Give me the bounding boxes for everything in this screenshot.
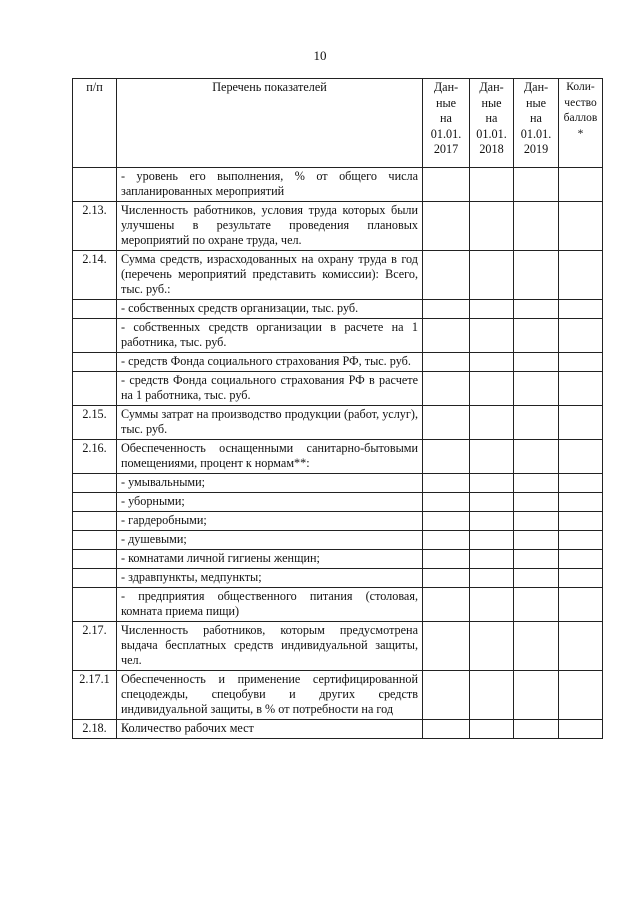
indicator-name: - средств Фонда социального страхования РФ, тыс. руб.	[117, 353, 423, 372]
data-2018-cell	[470, 474, 514, 493]
score-cell	[559, 372, 603, 406]
indicators-table	[72, 78, 603, 739]
row-number	[73, 493, 117, 512]
indicator-name: - уровень его выполнения, % от общего числа запланированных мероприятий	[117, 168, 423, 202]
score-cell	[559, 440, 603, 474]
header-name: Перечень показателей	[117, 79, 423, 168]
score-cell	[559, 550, 603, 569]
indicator-name: Обеспеченность оснащенными санитарно-бытовыми помещениями, процент к нормам**:	[117, 440, 423, 474]
data-2017-cell	[423, 569, 470, 588]
data-2018-cell	[470, 569, 514, 588]
header-data-2017: Дан- ные на 01.01. 2017	[423, 79, 470, 168]
score-cell	[559, 353, 603, 372]
data-2019-cell	[514, 353, 559, 372]
indicator-name: - комнатами личной гигиены женщин;	[117, 550, 423, 569]
indicator-name: - здравпункты, медпункты;	[117, 569, 423, 588]
score-cell	[559, 569, 603, 588]
data-2018-cell	[470, 372, 514, 406]
table-row	[73, 353, 603, 372]
header-num: п/п	[73, 79, 117, 168]
data-2017-cell	[423, 512, 470, 531]
row-number: 2.17.	[73, 622, 117, 671]
score-cell	[559, 622, 603, 671]
row-number	[73, 588, 117, 622]
table-row	[73, 372, 603, 406]
indicator-name: - средств Фонда социального страхования РФ в расчете на 1 работника, тыс. руб.	[117, 372, 423, 406]
indicator-name: - душевыми;	[117, 531, 423, 550]
score-cell	[559, 202, 603, 251]
indicator-name: - умывальными;	[117, 474, 423, 493]
data-2017-cell	[423, 319, 470, 353]
table-header-row	[73, 79, 603, 168]
row-number	[73, 512, 117, 531]
data-2019-cell	[514, 168, 559, 202]
data-2019-cell	[514, 319, 559, 353]
indicator-name: - гардеробными;	[117, 512, 423, 531]
header-data-2019: Дан- ные на 01.01. 2019	[514, 79, 559, 168]
table-row	[73, 202, 603, 251]
data-2019-cell	[514, 372, 559, 406]
table-row	[73, 569, 603, 588]
row-number	[73, 319, 117, 353]
indicator-name: - собственных средств организации в расчете на 1 работника, тыс. руб.	[117, 319, 423, 353]
data-2018-cell	[470, 493, 514, 512]
indicator-name: Обеспеченность и применение сертифицированной спецодежды, спецобуви и других средств индивидуальной защиты, в % от потребности на год	[117, 671, 423, 720]
indicator-name: Численность работников, которым предусмотрена выдача бесплатных средств индивидуальной защиты, чел.	[117, 622, 423, 671]
data-2017-cell	[423, 622, 470, 671]
table-row	[73, 319, 603, 353]
row-number	[73, 474, 117, 493]
score-cell	[559, 168, 603, 202]
row-number	[73, 569, 117, 588]
data-2017-cell	[423, 474, 470, 493]
data-2019-cell	[514, 671, 559, 720]
row-number	[73, 550, 117, 569]
data-2019-cell	[514, 531, 559, 550]
score-cell	[559, 588, 603, 622]
data-2019-cell	[514, 493, 559, 512]
score-cell	[559, 300, 603, 319]
data-2018-cell	[470, 202, 514, 251]
data-2017-cell	[423, 440, 470, 474]
table-row	[73, 493, 603, 512]
data-2019-cell	[514, 474, 559, 493]
data-2018-cell	[470, 353, 514, 372]
data-2017-cell	[423, 353, 470, 372]
table-row	[73, 300, 603, 319]
data-2018-cell	[470, 671, 514, 720]
data-2017-cell	[423, 588, 470, 622]
score-cell	[559, 406, 603, 440]
data-2017-cell	[423, 406, 470, 440]
row-number: 2.17.1	[73, 671, 117, 720]
data-2018-cell	[470, 168, 514, 202]
table-body	[73, 168, 603, 739]
score-cell	[559, 531, 603, 550]
row-number: 2.18.	[73, 720, 117, 739]
data-2019-cell	[514, 622, 559, 671]
data-2018-cell	[470, 440, 514, 474]
header-data-2018: Дан- ные на 01.01. 2018	[470, 79, 514, 168]
data-2018-cell	[470, 512, 514, 531]
data-2018-cell	[470, 588, 514, 622]
page-number: 10	[313, 48, 327, 63]
score-cell	[559, 720, 603, 739]
data-2017-cell	[423, 550, 470, 569]
data-2019-cell	[514, 550, 559, 569]
indicator-name: Сумма средств, израсходованных на охрану труда в год (перечень мероприятий представить комиссии): Всего, тыс. руб.:	[117, 251, 423, 300]
row-number	[73, 300, 117, 319]
data-2018-cell	[470, 720, 514, 739]
data-2017-cell	[423, 202, 470, 251]
table-row	[73, 622, 603, 671]
data-2018-cell	[470, 406, 514, 440]
indicator-name: - предприятия общественного питания (столовая, комната приема пищи)	[117, 588, 423, 622]
data-2017-cell	[423, 300, 470, 319]
indicator-name: Количество рабочих мест	[117, 720, 423, 739]
data-2017-cell	[423, 493, 470, 512]
table-row	[73, 588, 603, 622]
table-row	[73, 251, 603, 300]
row-number: 2.13.	[73, 202, 117, 251]
table-row	[73, 671, 603, 720]
table-row	[73, 168, 603, 202]
indicator-name: Суммы затрат на производство продукции (работ, услуг), тыс. руб.	[117, 406, 423, 440]
table-row	[73, 531, 603, 550]
row-number: 2.16.	[73, 440, 117, 474]
table-row	[73, 474, 603, 493]
score-cell	[559, 474, 603, 493]
row-number	[73, 531, 117, 550]
data-2017-cell	[423, 720, 470, 739]
row-number	[73, 372, 117, 406]
data-2017-cell	[423, 531, 470, 550]
data-2017-cell	[423, 168, 470, 202]
data-2018-cell	[470, 531, 514, 550]
table-row	[73, 406, 603, 440]
data-2017-cell	[423, 251, 470, 300]
data-2019-cell	[514, 406, 559, 440]
score-cell	[559, 512, 603, 531]
data-2018-cell	[470, 300, 514, 319]
indicator-name: - уборными;	[117, 493, 423, 512]
indicator-name: - собственных средств организации, тыс. руб.	[117, 300, 423, 319]
data-2019-cell	[514, 202, 559, 251]
data-2018-cell	[470, 550, 514, 569]
data-2019-cell	[514, 512, 559, 531]
data-2019-cell	[514, 588, 559, 622]
data-2018-cell	[470, 319, 514, 353]
data-2017-cell	[423, 372, 470, 406]
table-row	[73, 440, 603, 474]
data-2019-cell	[514, 300, 559, 319]
data-2018-cell	[470, 251, 514, 300]
row-number	[73, 168, 117, 202]
row-number: 2.14.	[73, 251, 117, 300]
data-2019-cell	[514, 720, 559, 739]
data-2019-cell	[514, 569, 559, 588]
table-row	[73, 720, 603, 739]
score-cell	[559, 671, 603, 720]
table-row	[73, 512, 603, 531]
score-cell	[559, 251, 603, 300]
header-score: Коли- чество баллов *	[559, 79, 603, 168]
data-2018-cell	[470, 622, 514, 671]
score-cell	[559, 493, 603, 512]
score-cell	[559, 319, 603, 353]
indicator-name: Численность работников, условия труда которых были улучшены в результате проведения плановых мероприятий по охране труда, чел.	[117, 202, 423, 251]
table-row	[73, 550, 603, 569]
row-number	[73, 353, 117, 372]
data-2017-cell	[423, 671, 470, 720]
data-2019-cell	[514, 440, 559, 474]
data-2019-cell	[514, 251, 559, 300]
row-number: 2.15.	[73, 406, 117, 440]
